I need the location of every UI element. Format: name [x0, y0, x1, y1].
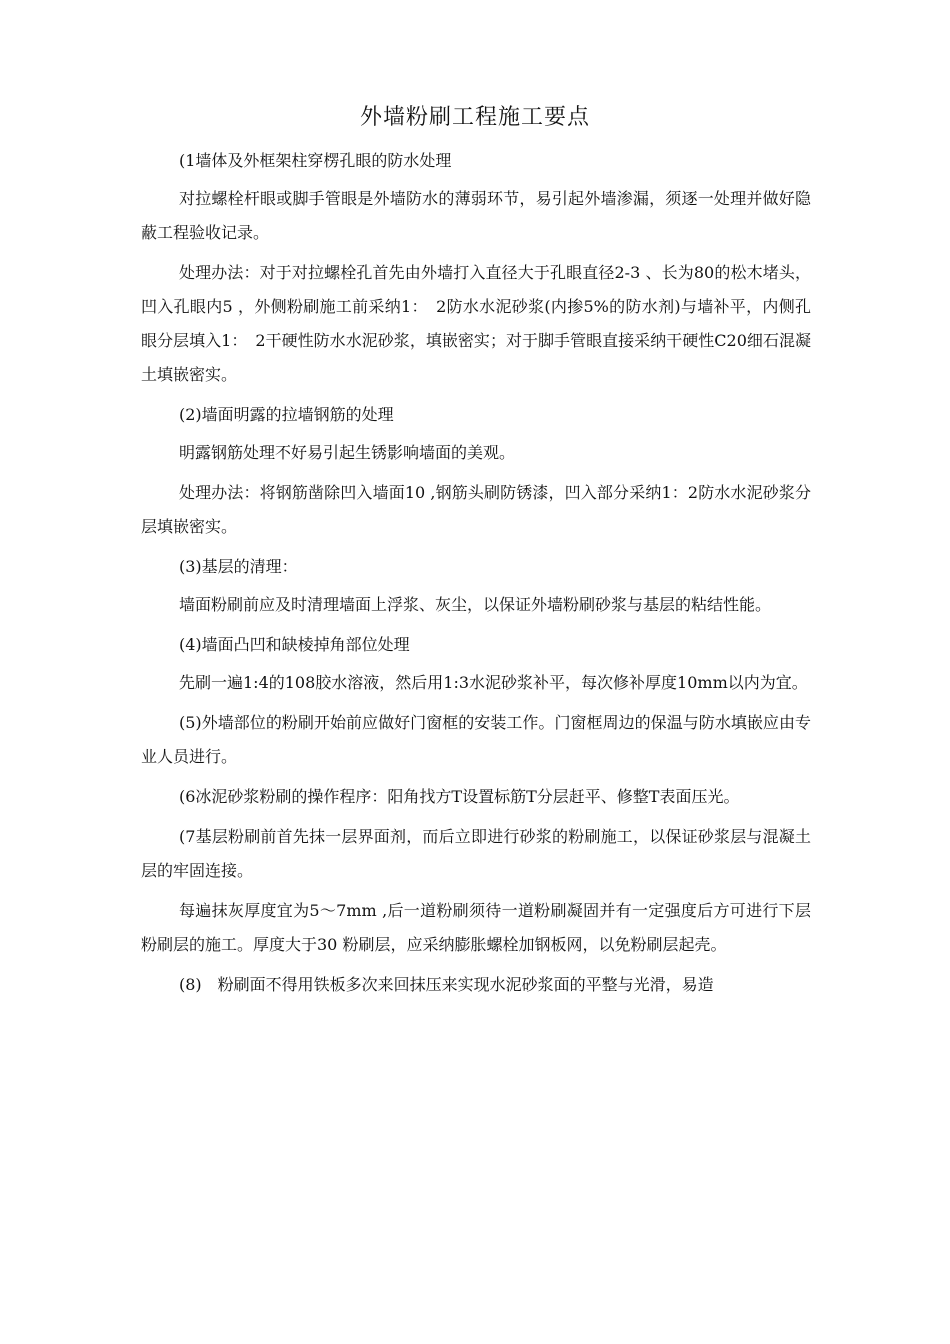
paragraph: 墙面粉刷前应及时清理墙面上浮浆、灰尘，以保证外墙粉刷砂浆与基层的粘结性能。	[179, 595, 772, 614]
paragraph: 处理办法：将钢筋凿除凹入墙面10 ,钢筋头刷防锈漆，凹入部分采纳1：2防水水泥砂浆分层填嵌密实。	[141, 483, 811, 536]
section-heading-3: (3)基层的清理：	[179, 557, 298, 576]
document-body	[141, 144, 811, 1008]
paragraph: 明露钢筋处理不好易引起生锈影响墙面的美观。	[179, 443, 516, 462]
paragraph: 处理办法：对于对拉螺栓孔首先由外墙打入直径大于孔眼直径2-3 、长为80的松木堵头，凹入孔眼内5 ，外侧粉刷施工前采纳1： 2防水水泥砂浆(内掺5%的防水剂)与墙补平，内侧孔眼分层填入1： 2干硬性防水水泥砂浆，填嵌密实；对于脚手管眼直接采纳干硬性C20细石混凝土填嵌密实。	[141, 263, 811, 384]
section-heading-2: (2)墙面明露的拉墙钢筋的处理	[179, 405, 394, 424]
section-item-5: (5)外墙部位的粉刷开始前应做好门窗框的安装工作。门窗框周边的保温与防水填嵌应由专业人员进行。	[141, 713, 811, 766]
paragraph: 先刷一遍1:4的108胶水溶液，然后用1:3水泥砂浆补平，每次修补厚度10mm以内为宜。	[179, 673, 808, 692]
section-heading-4: (4)墙面凸凹和缺棱掉角部位处理	[179, 635, 410, 654]
section-item-8: (8) 粉刷面不得用铁板多次来回抹压来实现水泥砂浆面的平整与光滑，易造	[179, 975, 714, 994]
paragraph: 每遍抹灰厚度宜为5〜7mm ,后一道粉刷须待一道粉刷凝固并有一定强度后方可进行下层粉刷层的施工。厚度大于30 粉刷层，应采纳膨胀螺栓加钢板网，以免粉刷层起壳。	[141, 901, 811, 954]
section-item-7: (7基层粉刷前首先抹一层界面剂，而后立即进行砂浆的粉刷施工，以保证砂浆层与混凝土层的牢固连接。	[141, 827, 811, 880]
document-title: 外墙粉刷工程施工要点	[359, 105, 590, 130]
section-heading-1: (1墙体及外框架柱穿楞孔眼的防水处理	[179, 151, 452, 170]
paragraph: 对拉螺栓杆眼或脚手管眼是外墙防水的薄弱环节，易引起外墙渗漏，须逐一处理并做好隐蔽工程验收记录。	[141, 189, 811, 242]
section-item-6: (6冰泥砂浆粉刷的操作程序：阳角找方T设置标筋T分层赶平、修整T表面压光。	[179, 787, 740, 806]
